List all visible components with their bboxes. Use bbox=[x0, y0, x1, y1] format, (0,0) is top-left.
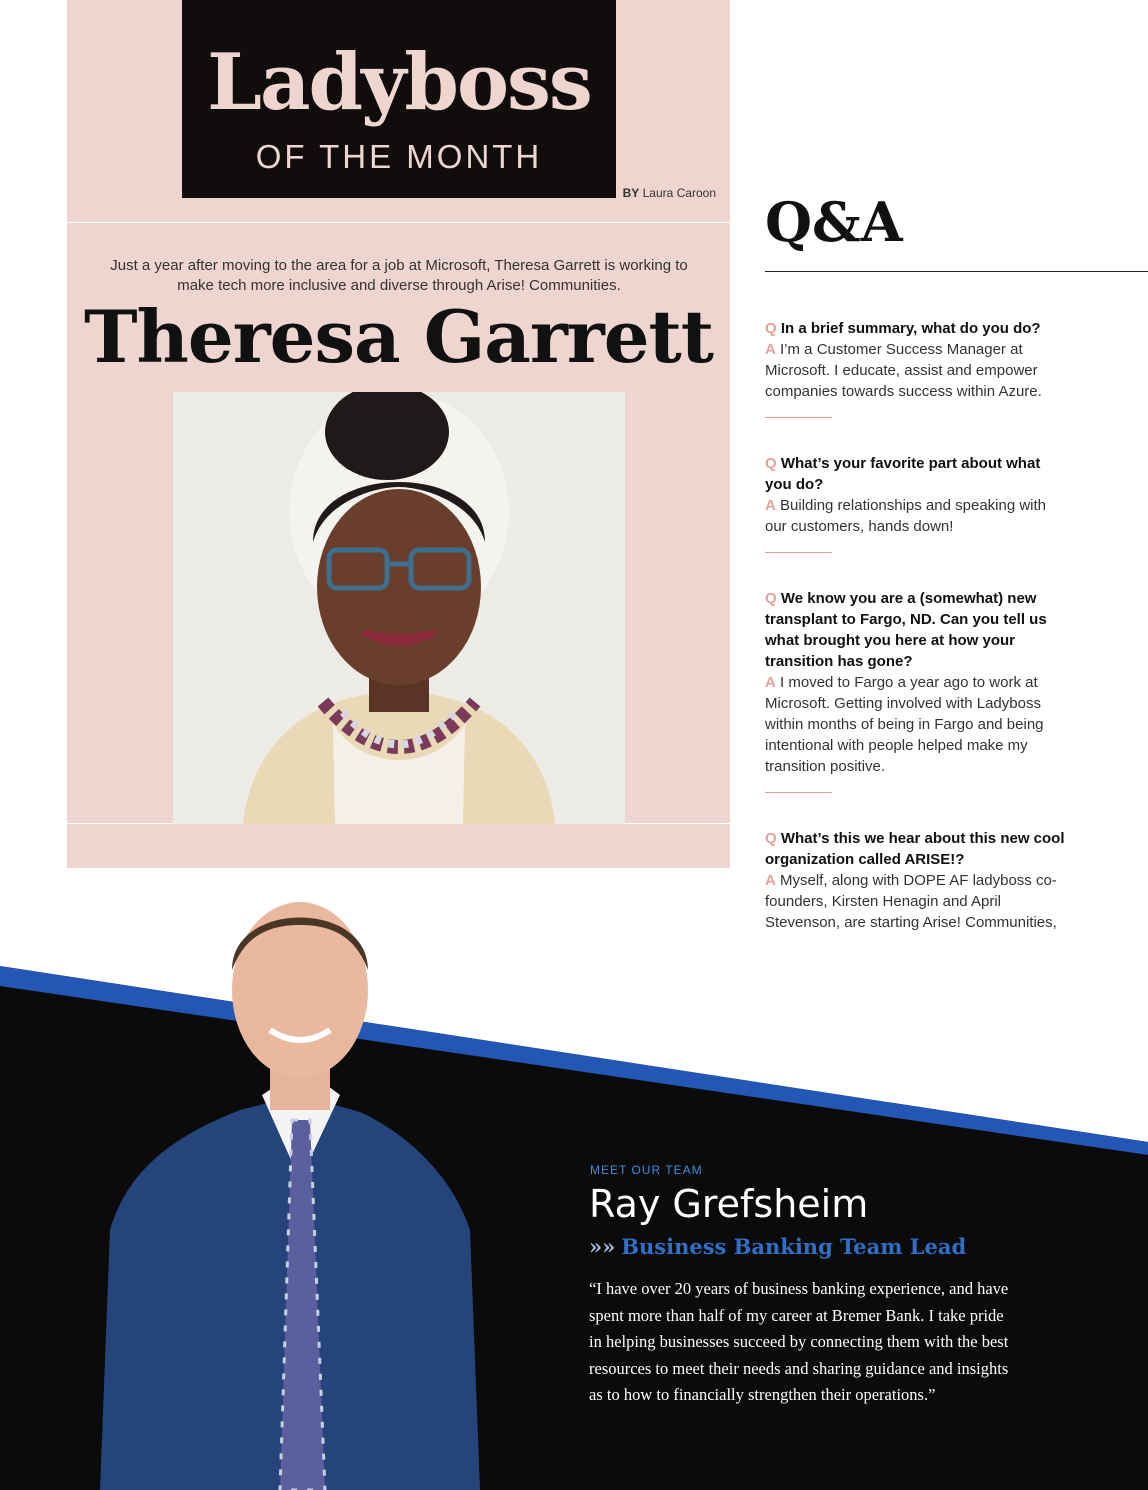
masthead-subtitle: OF THE MONTH bbox=[255, 138, 543, 175]
qa-item bbox=[765, 453, 1070, 553]
qa-question bbox=[765, 453, 1070, 495]
qa-question-text: We know you are a (somewhat) new transplant to Fargo, ND. Can you tell us what brought you here at how your transition has gone? bbox=[765, 590, 1047, 670]
ad-role-text: Business Banking Team Lead bbox=[621, 1234, 967, 1259]
qa-item bbox=[765, 588, 1070, 793]
qa-question bbox=[765, 828, 1070, 870]
qa-list bbox=[765, 318, 1070, 933]
portrait-illustration bbox=[173, 392, 625, 824]
a-marker: A bbox=[765, 674, 776, 691]
panel-divider-top bbox=[67, 222, 730, 223]
ad-eyebrow: MEET OUR TEAM bbox=[590, 1163, 703, 1177]
byline-author: Laura Caroon bbox=[642, 186, 716, 200]
ad-role bbox=[589, 1234, 966, 1259]
qa-separator bbox=[765, 552, 832, 553]
byline bbox=[623, 186, 716, 200]
q-marker: Q bbox=[765, 830, 777, 847]
q-marker: Q bbox=[765, 320, 777, 337]
qa-answer-text: I moved to Fargo a year ago to work at Microsoft. Getting involved with Ladyboss within months of being in Fargo and being intentional with people helped make my transition positive. bbox=[765, 674, 1044, 775]
qa-question bbox=[765, 318, 1070, 339]
q-marker: Q bbox=[765, 455, 777, 472]
portrait-photo bbox=[173, 392, 625, 824]
a-marker: A bbox=[765, 497, 776, 514]
qa-question-text: What’s this we hear about this new cool organization called ARISE!? bbox=[765, 830, 1065, 868]
qa-separator bbox=[765, 792, 832, 793]
q-marker: Q bbox=[765, 590, 777, 607]
qa-answer-text: I’m a Customer Success Manager at Microsoft. I educate, assist and empower companies towards success within Azure. bbox=[765, 341, 1042, 400]
qa-answer-text: Building relationships and speaking with our customers, hands down! bbox=[765, 497, 1047, 535]
ad-quote: “I have over 20 years of business banking experience, and have spent more than half of my career at Bremer Bank. I take pride in helping businesses succeed by connecting them with the best resources to meet their needs and sharing guidance and insights as to how to financially strengthen their operations.” bbox=[589, 1279, 1009, 1405]
ad-name: Ray Grefsheim bbox=[589, 1182, 869, 1226]
qa-answer bbox=[765, 495, 1070, 537]
qa-answer bbox=[765, 672, 1070, 777]
byline-label: BY bbox=[622, 186, 640, 200]
qa-title-rule bbox=[765, 271, 1148, 272]
feature-name: Theresa Garrett bbox=[83, 294, 714, 379]
qa-title: Q&A bbox=[765, 190, 903, 254]
masthead bbox=[182, 0, 616, 198]
qa-answer bbox=[765, 339, 1070, 402]
qa-question-text: In a brief summary, what do you do? bbox=[780, 320, 1041, 337]
qa-answer-text: Myself, along with DOPE AF ladyboss co-founders, Kirsten Henagin and April Stevenson, are starting Arise! Communities, bbox=[765, 872, 1057, 931]
masthead-title: Ladyboss bbox=[207, 37, 591, 128]
bank-advertisement bbox=[0, 880, 1148, 1490]
a-marker: A bbox=[765, 872, 776, 889]
a-marker: A bbox=[765, 341, 776, 358]
qa-question bbox=[765, 588, 1070, 672]
qa-item bbox=[765, 318, 1070, 418]
chevrons-icon: »» bbox=[589, 1234, 616, 1259]
feature-intro: Just a year after moving to the area for a job at Microsoft, Theresa Garrett is working to make tech more inclusive and diverse through Arise! Communities. bbox=[110, 257, 688, 294]
qa-separator bbox=[765, 417, 832, 418]
qa-question-text: What’s your favorite part about what you do? bbox=[765, 455, 1041, 493]
